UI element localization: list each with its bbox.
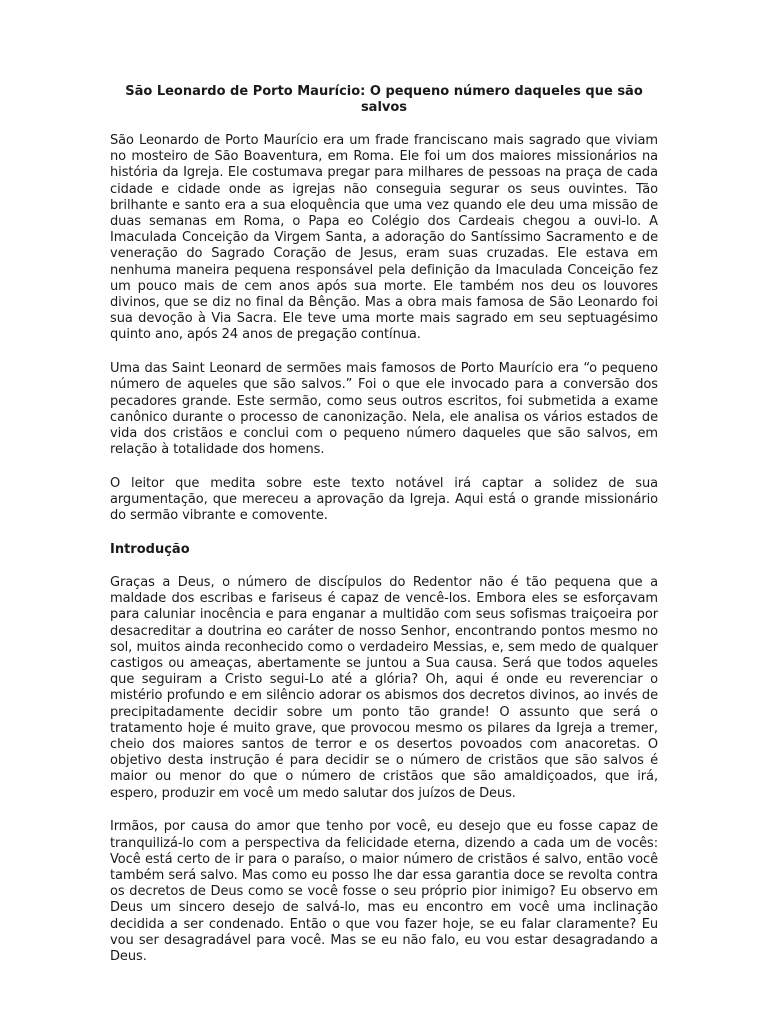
paragraph: Uma das Saint Leonard de sermões mais famosos de Porto Maurício era “o pequeno número de aqueles que são salvos.” Foi o que ele invocado para a conversão dos pecadores grande. Este sermão, como seus outros escritos, foi submetida a exame canônico durante o processo de canonização. Nela, ele analisa os vários estados de vida dos cristãos e conclui com o pequeno número daqueles que são salvos, em relação à totalidade dos homens. — [110, 361, 658, 458]
document-body — [110, 133, 658, 983]
paragraph: São Leonardo de Porto Maurício era um frade franciscano mais sagrado que viviam no mosteiro de São Boaventura, em Roma. Ele foi um dos maiores missionários na história da Igreja. Ele costumava pregar para milhares de pessoas na praça de cada cidade e cidade onde as igrejas não conseguia segurar os seus ouvintes. Tão brilhante e santo era a sua eloquência que uma vez quando ele deu uma missão de duas semanas em Roma, o Papa eo Colégio dos Cardeais chegou a ouvi-lo. A Imaculada Conceição da Virgem Santa, a adoração do Santíssimo Sacramento e de veneração do Sagrado Coração de Jesus, eram suas cruzadas. Ele estava em nenhuma maneira pequena responsável pela definição da Imaculada Conceição fez um pouco mais de cem anos após sua morte. Ele também nos deu os louvores divinos, que se diz no final da Bênção. Mas a obra mais famosa de São Leonardo foi sua devoção à Via Sacra. Ele teve uma morte mais sagrado em seu septuagésimo quinto ano, após 24 anos de pregação contínua. — [110, 133, 658, 343]
paragraph: Irmãos, por causa do amor que tenho por você, eu desejo que eu fosse capaz de tranquilizá-lo com a perspectiva da felicidade eterna, dizendo a cada um de vocês: Você está certo de ir para o paraíso, o maior número de cristãos é salvo, então você também será salvo. Mas como eu posso lhe dar essa garantia doce se revolta contra os decretos de Deus como se você fosse o seu próprio pior inimigo? Eu observo em Deus um sincero desejo de salvá-lo, mas eu encontro em você uma inclinação decidida a ser condenado. Então o que vou fazer hoje, se eu falar claramente? Eu vou ser desagradável para você. Mas se eu não falo, eu vou estar desagradando a Deus. — [110, 819, 658, 964]
paragraph: Graças a Deus, o número de discípulos do Redentor não é tão pequena que a maldade dos escribas e fariseus é capaz de vencê-los. Embora eles se esforçavam para caluniar inocência e para enganar a multidão com seus sofismas traiçoeira por desacreditar a doutrina eo caráter de nosso Senhor, encontrando pontos mesmo no sol, muitos ainda reconhecido como o verdadeiro Messias, e, sem medo de qualquer castigos ou ameaças, abertamente se juntou a Sua causa. Será que todos aqueles que seguiram a Cristo segui-Lo até a glória? Oh, aqui é onde eu reverenciar o mistério profundo e em silêncio adorar os abismos dos decretos divinos, ao invés de precipitadamente decidir sobre um ponto tão grande! O assunto que será o tratamento hoje é muito grave, que provocou mesmo os pilares da Igreja a tremer, cheio dos maiores santos de terror e os desertos povoados com anacoretas. O objetivo desta instrução é para decidir se o número de cristãos que são salvos é maior ou menor do que o número de cristãos que são amaldiçoados, que irá, espero, produzir em você um medo salutar dos juízos de Deus. — [110, 574, 658, 801]
paragraph: O leitor que medita sobre este texto notável irá captar a solidez de sua argumentação, que mereceu a aprovação da Igreja. Aqui está o grande missionário do sermão vibrante e comovente. — [110, 475, 658, 524]
document-title: São Leonardo de Porto Maurício: O pequeno número daqueles que são salvos — [125, 84, 643, 115]
section-heading: Introdução — [110, 541, 190, 557]
